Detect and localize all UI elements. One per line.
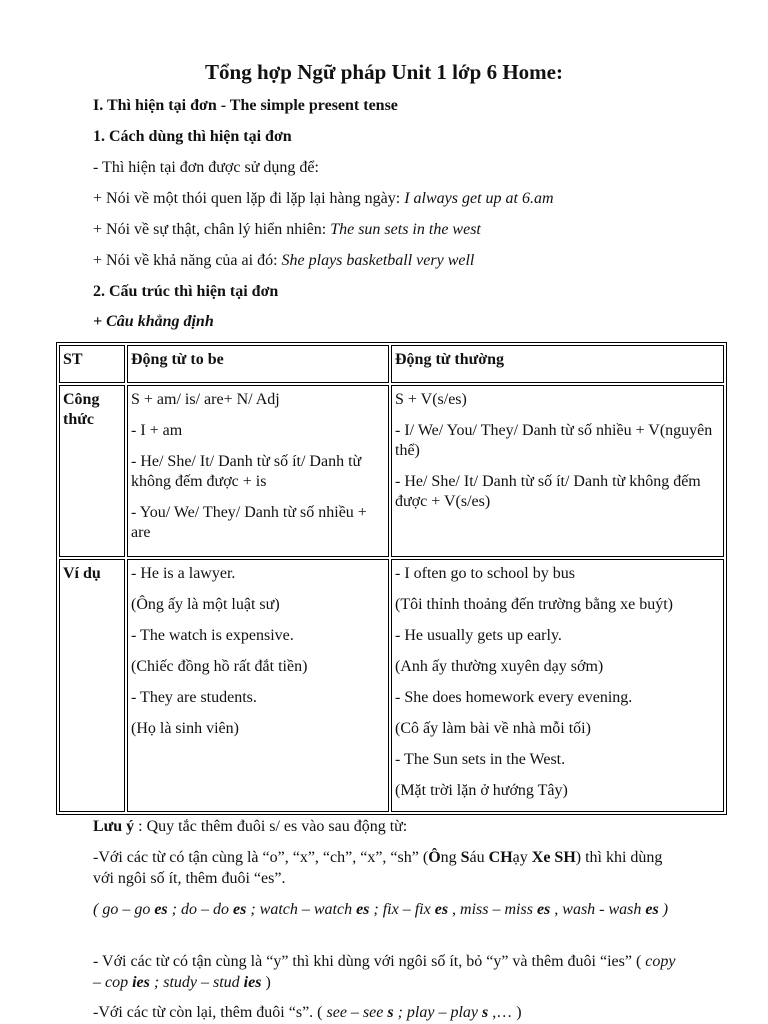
subheading-usage: 1. Cách dùng thì hiện tại đơn xyxy=(93,128,292,145)
table-header-row xyxy=(59,345,724,383)
affirmative-label: + Câu khẳng định xyxy=(93,313,214,330)
example-line: - The Sun sets in the West. xyxy=(395,751,566,768)
table-header-cell: Động từ thường xyxy=(391,345,724,383)
example-line: (Ông ấy là một luật sư) xyxy=(131,596,280,613)
formula-line: S + am/ is/ are+ N/ Adj xyxy=(131,391,280,408)
rule-y-ies: - Với các từ có tận cùng là “y” thì khi dùng với ngôi số ít, bỏ “y” và thêm đuôi “ies” ( copy – cop ies ; study – stud ies ) xyxy=(93,953,676,991)
example-line: (Anh ấy thường xuyên dạy sớm) xyxy=(395,658,604,675)
formula-line: - He/ She/ It/ Danh từ số ít/ Danh từ không đếm được + V(s/es) xyxy=(395,473,701,510)
example-label: Ví dụ xyxy=(59,559,125,812)
example-line: - They are students. xyxy=(131,689,257,706)
table-row-example xyxy=(59,559,724,812)
usage-item: + Nói về sự thật, chân lý hiển nhiên: The sun sets in the west xyxy=(93,221,481,238)
formula-line: S + V(s/es) xyxy=(395,391,467,408)
example-line: (Chiếc đồng hồ rất đắt tiền) xyxy=(131,658,308,675)
formula-line: - I/ We/ You/ They/ Danh từ số nhiều + V(nguyên thể) xyxy=(395,422,713,459)
rule-es-examples: ( go – go es ; do – do es ; watch – watch es ; fix – fix es , miss – miss es , wash - wash es ) xyxy=(93,901,669,918)
note-label: Lưu ý xyxy=(93,818,135,835)
formula-line: - He/ She/ It/ Danh từ số ít/ Danh từ không đếm được + is xyxy=(131,453,362,490)
formula-line: - I + am xyxy=(131,422,183,439)
example-line: - The watch is expensive. xyxy=(131,627,294,644)
table-row-formula xyxy=(59,385,724,557)
formula-tobe-cell xyxy=(127,385,389,557)
example-line: (Mặt trời lặn ở hướng Tây) xyxy=(395,782,568,799)
example-line: - He usually gets up early. xyxy=(395,627,562,644)
example-line: - I often go to school by bus xyxy=(395,565,575,582)
example-tobe-cell xyxy=(127,559,389,812)
subheading-structure: 2. Cấu trúc thì hiện tại đơn xyxy=(93,283,279,300)
formula-line: - You/ We/ They/ Danh từ số nhiều + are xyxy=(131,504,367,541)
example-line: - He is a lawyer. xyxy=(131,565,236,582)
formula-label: Công thức xyxy=(59,385,125,557)
usage-intro: - Thì hiện tại đơn được sử dụng để: xyxy=(93,159,319,176)
usage-item: + Nói về khả năng của ai đó: She plays basketball very well xyxy=(93,252,475,269)
rule-s: -Với các từ còn lại, thêm đuôi “s”. ( see – see s ; play – play s ,… ) xyxy=(93,1004,522,1021)
formula-verb-cell xyxy=(391,385,724,557)
example-line: - She does homework every evening. xyxy=(395,689,633,706)
note-line: Lưu ý : Quy tắc thêm đuôi s/ es vào sau động từ: xyxy=(93,818,408,835)
section-heading: I. Thì hiện tại đơn - The simple present tense xyxy=(93,97,398,114)
example-line: (Họ là sinh viên) xyxy=(131,720,239,737)
usage-item: + Nói về một thói quen lặp đi lặp lại hàng ngày: I always get up at 6.am xyxy=(93,190,554,207)
example-line: (Cô ấy làm bài về nhà mỗi tối) xyxy=(395,720,591,737)
example-verb-cell xyxy=(391,559,724,812)
page-title: Tổng hợp Ngữ pháp Unit 1 lớp 6 Home: xyxy=(205,60,563,84)
example-line: (Tôi thỉnh thoảng đến trường bằng xe buýt) xyxy=(395,596,673,613)
rule-o-x-ch-sh: -Với các từ có tận cùng là “o”, “x”, “ch”, “x”, “sh” (Ông Sáu CHạy Xe SH) thì khi dùng với ngôi số ít, thêm đuôi “es”. xyxy=(93,849,663,887)
grammar-table xyxy=(56,342,727,815)
table-header-cell: ST xyxy=(59,345,125,383)
table-header-cell: Động từ to be xyxy=(127,345,389,383)
